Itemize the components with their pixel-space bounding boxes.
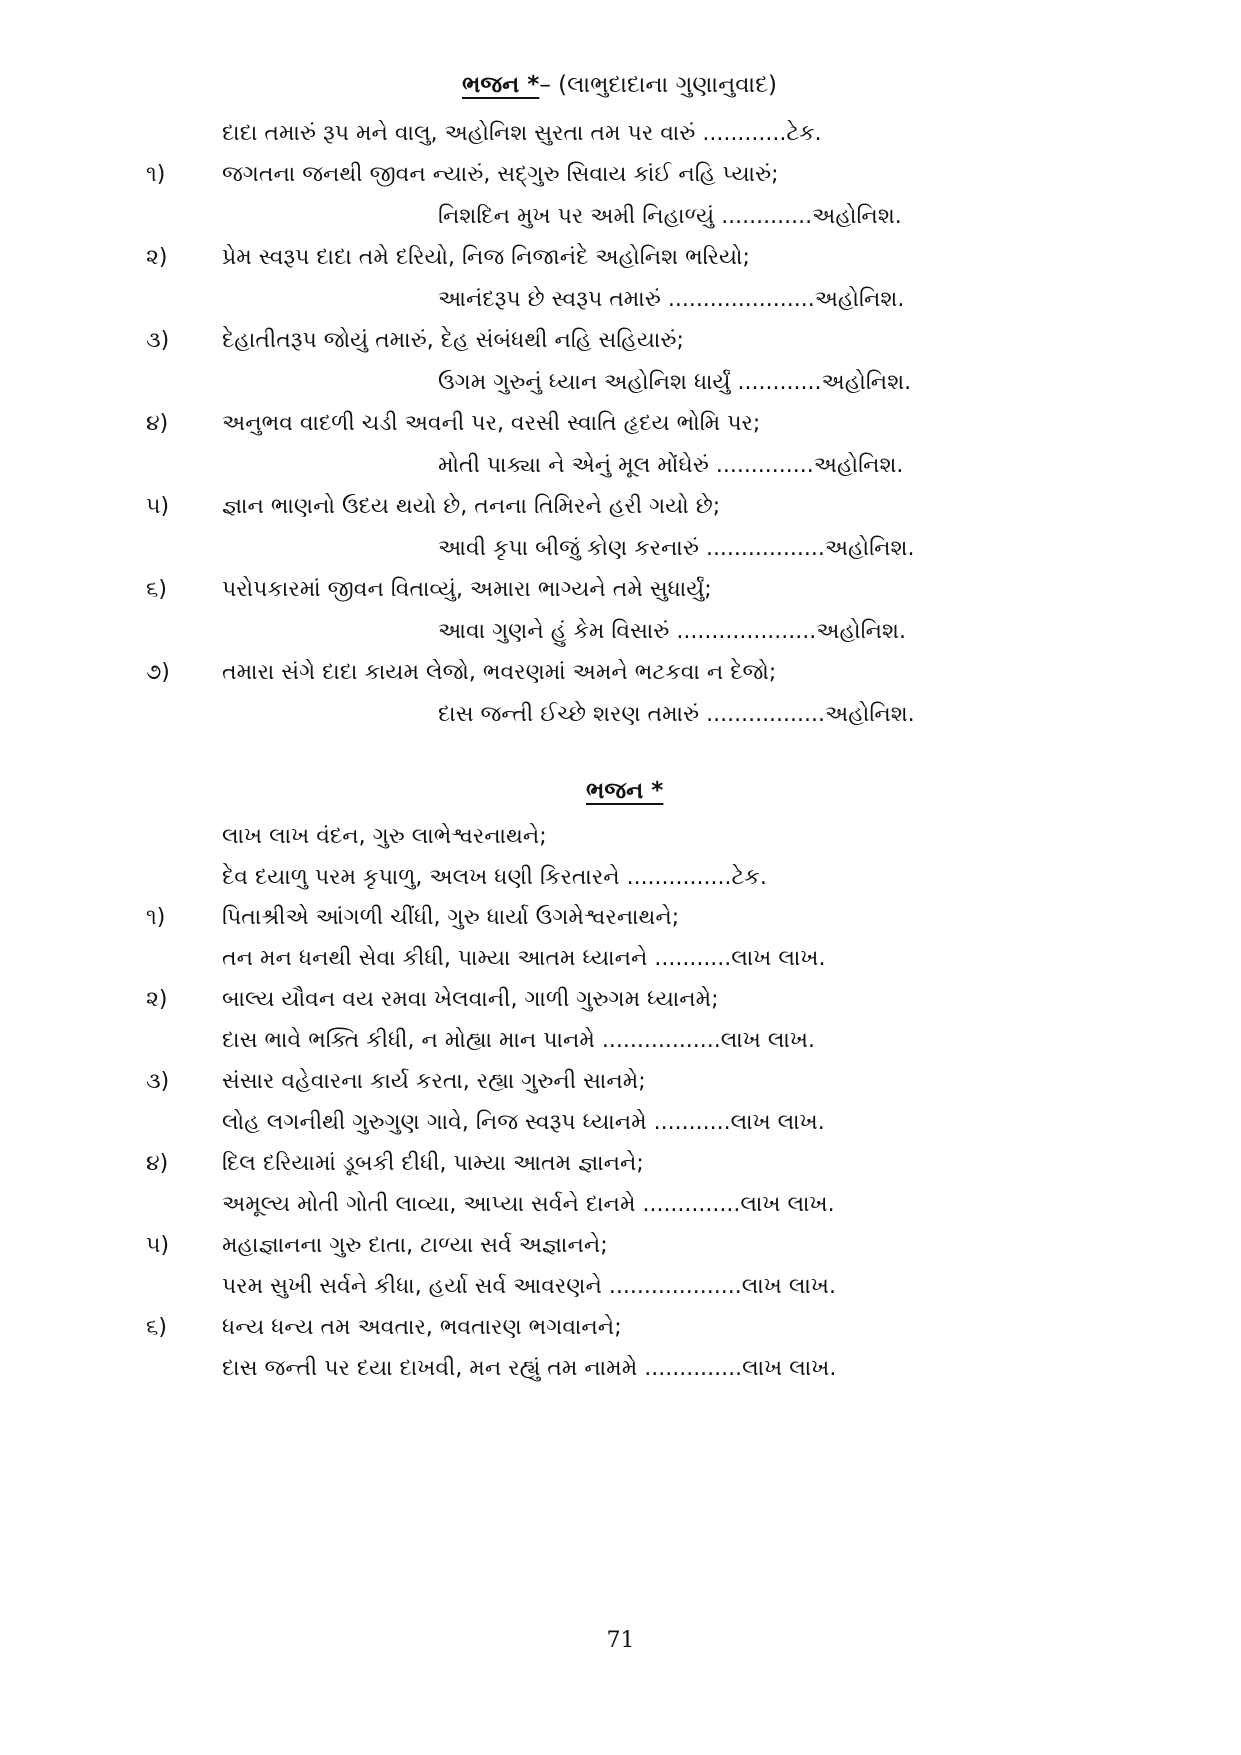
verse-line: નિશદિન મુખ પર અમી નિહાળ્યું .............અહોનિશ. (438, 204, 902, 229)
song2-refrain-line: દેવ દયાળુ પરમ કૃપાળુ, અલખ ધણી કિરતારને ...............ટેક. (222, 865, 767, 890)
verse-number: ૭) (146, 660, 170, 685)
verse-line: પ્રેમ સ્વરૂપ દાદા તમે દરિયો, નિજ નિજાનંદે અહોનિશ ભરિયો; (222, 245, 750, 270)
verse-line: તન મન ધનથી સેવા કીધી, પામ્યા આતમ ધ્યાનને ...........લાખ લાખ. (222, 946, 826, 971)
verse-number: ૬) (146, 577, 167, 602)
verse-line: તમારા સંગે દાદા કાયમ લેજો, ભવરણમાં અમને ભટકવા ન દેજો; (222, 660, 777, 685)
verse-line: સંસાર વહેવારના કાર્ય કરતા, રહ્યા ગુરુની સાનમે; (222, 1069, 646, 1094)
verse-number: ૩) (146, 328, 170, 353)
song2-title (586, 780, 663, 803)
verse-line: પરોપકારમાં જીવન વિતાવ્યું, અમારા ભાગ્યને તમે સુધાર્યું; (222, 577, 712, 602)
verse-line: મોતી પાક્યા ને એનું મૂલ મોંઘેરું ..............અહોનિશ. (438, 453, 904, 478)
page-number: 71 (606, 1628, 635, 1653)
verse-line: આનંદરૂપ છે સ્વરૂપ તમારું .....................અહોનિશ. (438, 287, 905, 312)
verse-line: દાસ જન્તી પર દયા દાખવી, મન રહ્યું તમ નામમે ..............લાખ લાખ. (222, 1356, 837, 1381)
verse-line: જગતના જનથી જીવન ન્યારું, સદ્‌ગુરુ સિવાય કાંઈ નહિ પ્યારું; (222, 162, 779, 187)
verse-line: ધન્ય ધન્ય તમ અવતાર, ભવતારણ ભગવાનને; (222, 1315, 622, 1340)
verse-number: ૩) (146, 1069, 170, 1094)
verse-number: ૧) (146, 905, 166, 930)
verse-line: અનુભવ વાદળી ચડી અવની પર, વરસી સ્વાતિ હૃદય ભોમિ પર; (222, 411, 761, 436)
verse-line: પરમ સુખી સર્વને કીધા, હર્યા સર્વ આવરણને ...................લાખ લાખ. (222, 1274, 836, 1299)
verse-line: આવા ગુણને હું કેમ વિસારું ....................અહોનિશ. (438, 619, 906, 644)
verse-line: મહાજ્ઞાનના ગુરુ દાતા, ટાળ્યા સર્વ અજ્ઞાનને; (222, 1233, 608, 1258)
verse-number: ૨) (146, 987, 168, 1012)
verse-line: દાસ ભાવે ભક્તિ કીધી, ન મોહ્યા માન પાનમે .................લાખ લાખ. (222, 1028, 815, 1053)
verse-number: ૬) (146, 1315, 167, 1340)
verse-line: બાલ્ય યૌવન વય રમવા ખેલવાની, ગાળી ગુરુગમ ધ્યાનમે; (222, 987, 719, 1012)
song2-heading: ભજન * (586, 778, 664, 804)
verse-line: અમૂલ્ય મોતી ગોતી લાવ્યા, આપ્યા સર્વને દાનમે ..............લાખ લાખ. (222, 1192, 835, 1217)
verse-line: દિલ દરિયામાં ડૂબકી દીધી, પામ્યા આતમ જ્ઞાનને; (222, 1151, 644, 1176)
song1-subtitle: – (લાભુદાદાના ગુણાનુવાદ) (539, 72, 778, 98)
verse-number: ૪) (146, 411, 169, 436)
verse-line: જ્ઞાન ભાણનો ઉદય થયો છે, તનના તિમિરને હરી ગયો છે; (222, 494, 721, 519)
song1-title (462, 74, 777, 97)
verse-number: ૫) (146, 494, 170, 519)
verse-number: ૧) (146, 162, 166, 187)
song1-heading: ભજન * (462, 72, 540, 98)
verse-line: પિતાશ્રીએ આંગળી ચીંધી, ગુરુ ધાર્યા ઉગમેશ્વરનાથને; (222, 905, 680, 930)
song2-refrain-line: લાખ લાખ વંદન, ગુરુ લાભેશ્વરનાથને; (222, 824, 547, 849)
verse-line: દાસ જન્તી ઈચ્છે શરણ તમારું .................અહોનિશ. (438, 702, 915, 727)
verse-line: આવી કૃપા બીજું કોણ કરનારું .................અહોનિશ. (438, 536, 915, 561)
verse-line: દેહાતીતરૂપ જોયું તમારું, દેહ સંબંધથી નહિ સહિયારું; (222, 328, 684, 353)
verse-line: ઉગમ ગુરુનું ધ્યાન અહોનિશ ધાર્યું ............અહોનિશ. (438, 370, 912, 395)
song1-refrain: દાદા તમારું રૂપ મને વાલુ, અહોનિશ સુરતા તમ પર વારું ............ટેક. (222, 121, 822, 146)
verse-number: ૫) (146, 1233, 170, 1258)
verse-line: લોહ લગનીથી ગુરુગુણ ગાવે, નિજ સ્વરૂપ ધ્યાનમે ...........લાખ લાખ. (222, 1110, 825, 1135)
verse-number: ૨) (146, 245, 168, 270)
verse-number: ૪) (146, 1151, 169, 1176)
